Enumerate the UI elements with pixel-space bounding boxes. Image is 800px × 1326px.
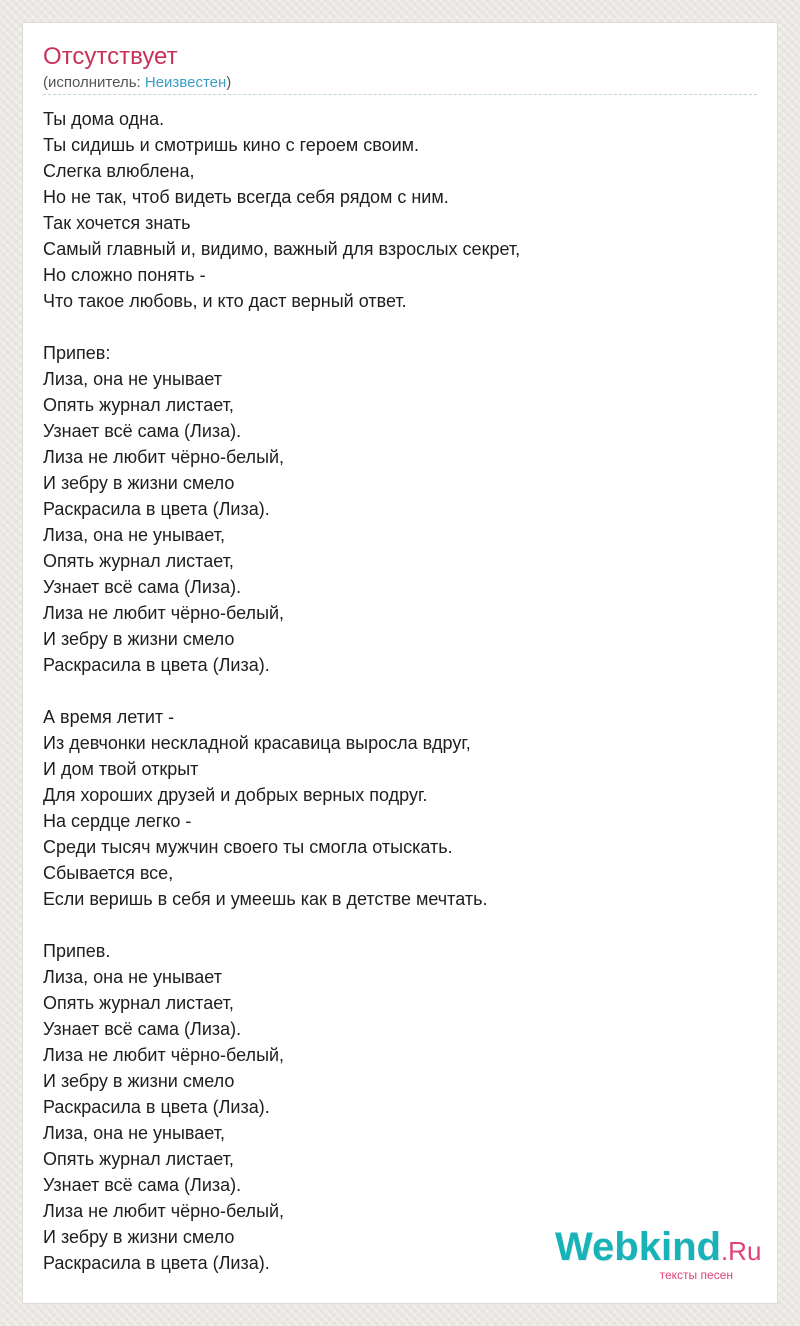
logo-wordmark [555,1225,762,1273]
lyric-line: Раскрасила в цвета (Лиза). [43,1253,270,1273]
lyric-line: Ты сидишь и смотришь кино с героем своим. [43,135,420,155]
site-logo[interactable] [555,1225,762,1285]
lyric-line: Лиза, она не унывает, [43,1123,225,1143]
lyric-line: Но не так, чтоб видеть всегда себя рядом с ним. [43,187,449,207]
lyric-line: Лиза не любит чёрно-белый, [43,447,285,467]
lyric-line: Узнает всё сама (Лиза). [43,421,242,441]
lyric-line: Но сложно понять - [43,265,206,285]
lyric-line: Узнает всё сама (Лиза). [43,577,242,597]
lyric-line: Слегка влюблена, [43,161,195,181]
lyric-line: Опять журнал листает, [43,395,234,415]
lyric-line: Лиза, она не унывает, [43,525,225,545]
lyric-line: Опять журнал листает, [43,1149,234,1169]
lyric-line: И дом твой открыт [43,759,199,779]
lyric-line: Сбывается все, [43,863,174,883]
lyric-line: Среди тысяч мужчин своего ты смогла отыскать. [43,837,453,857]
lyric-line: И зебру в жизни смело [43,629,235,649]
lyrics-card [22,22,778,1304]
lyric-line: Раскрасила в цвета (Лиза). [43,499,270,519]
logo-tagline: тексты песен [659,1268,733,1282]
artist-line [43,73,231,93]
lyric-line: Из девчонки нескладной красавица выросла вдруг, [43,733,471,753]
lyric-line: Ты дома одна. [43,109,165,129]
lyric-line: Припев: [43,343,111,363]
lyrics-text [43,106,762,1276]
lyric-line: И зебру в жизни смело [43,473,235,493]
lyric-line: Если веришь в себя и умеешь как в детстве мечтать. [43,889,488,909]
lyric-line: И зебру в жизни смело [43,1227,235,1247]
lyric-line: Лиза, она не унывает [43,967,222,987]
lyric-line: А время летит - [43,707,175,727]
lyric-line: Лиза не любит чёрно-белый, [43,1045,285,1065]
lyric-line: Узнает всё сама (Лиза). [43,1175,242,1195]
song-title: Отсутствует [43,43,178,70]
title-divider [43,94,757,95]
lyric-line: Раскрасила в цвета (Лиза). [43,1097,270,1117]
lyric-line: Лиза не любит чёрно-белый, [43,603,285,623]
artist-link[interactable]: Неизвестен [144,74,227,91]
lyric-line: Что такое любовь, и кто даст верный ответ. [43,291,407,311]
lyric-line: Припев. [43,941,111,961]
lyric-line: Раскрасила в цвета (Лиза). [43,655,270,675]
lyric-line: На сердце легко - [43,811,192,831]
lyric-blank-line [43,678,759,704]
lyric-line: Лиза, она не унывает [43,369,222,389]
logo-main-text: Webkind [555,1225,721,1269]
lyric-blank-line [43,314,759,340]
lyric-line: Опять журнал листает, [43,551,234,571]
lyric-line: Самый главный и, видимо, важный для взрослых секрет, [43,239,521,259]
artist-suffix: ) [226,74,232,91]
lyric-line: Лиза не любит чёрно-белый, [43,1201,285,1221]
lyric-line: И зебру в жизни смело [43,1071,235,1091]
lyric-line: Для хороших друзей и добрых верных подруг. [43,785,428,805]
artist-prefix: (исполнитель: [43,74,145,91]
lyric-blank-line [43,912,759,938]
lyric-line: Узнает всё сама (Лиза). [43,1019,242,1039]
lyric-line: Так хочется знать [43,213,191,233]
lyric-line: Опять журнал листает, [43,993,234,1013]
logo-suffix-text: .Ru [720,1236,762,1266]
